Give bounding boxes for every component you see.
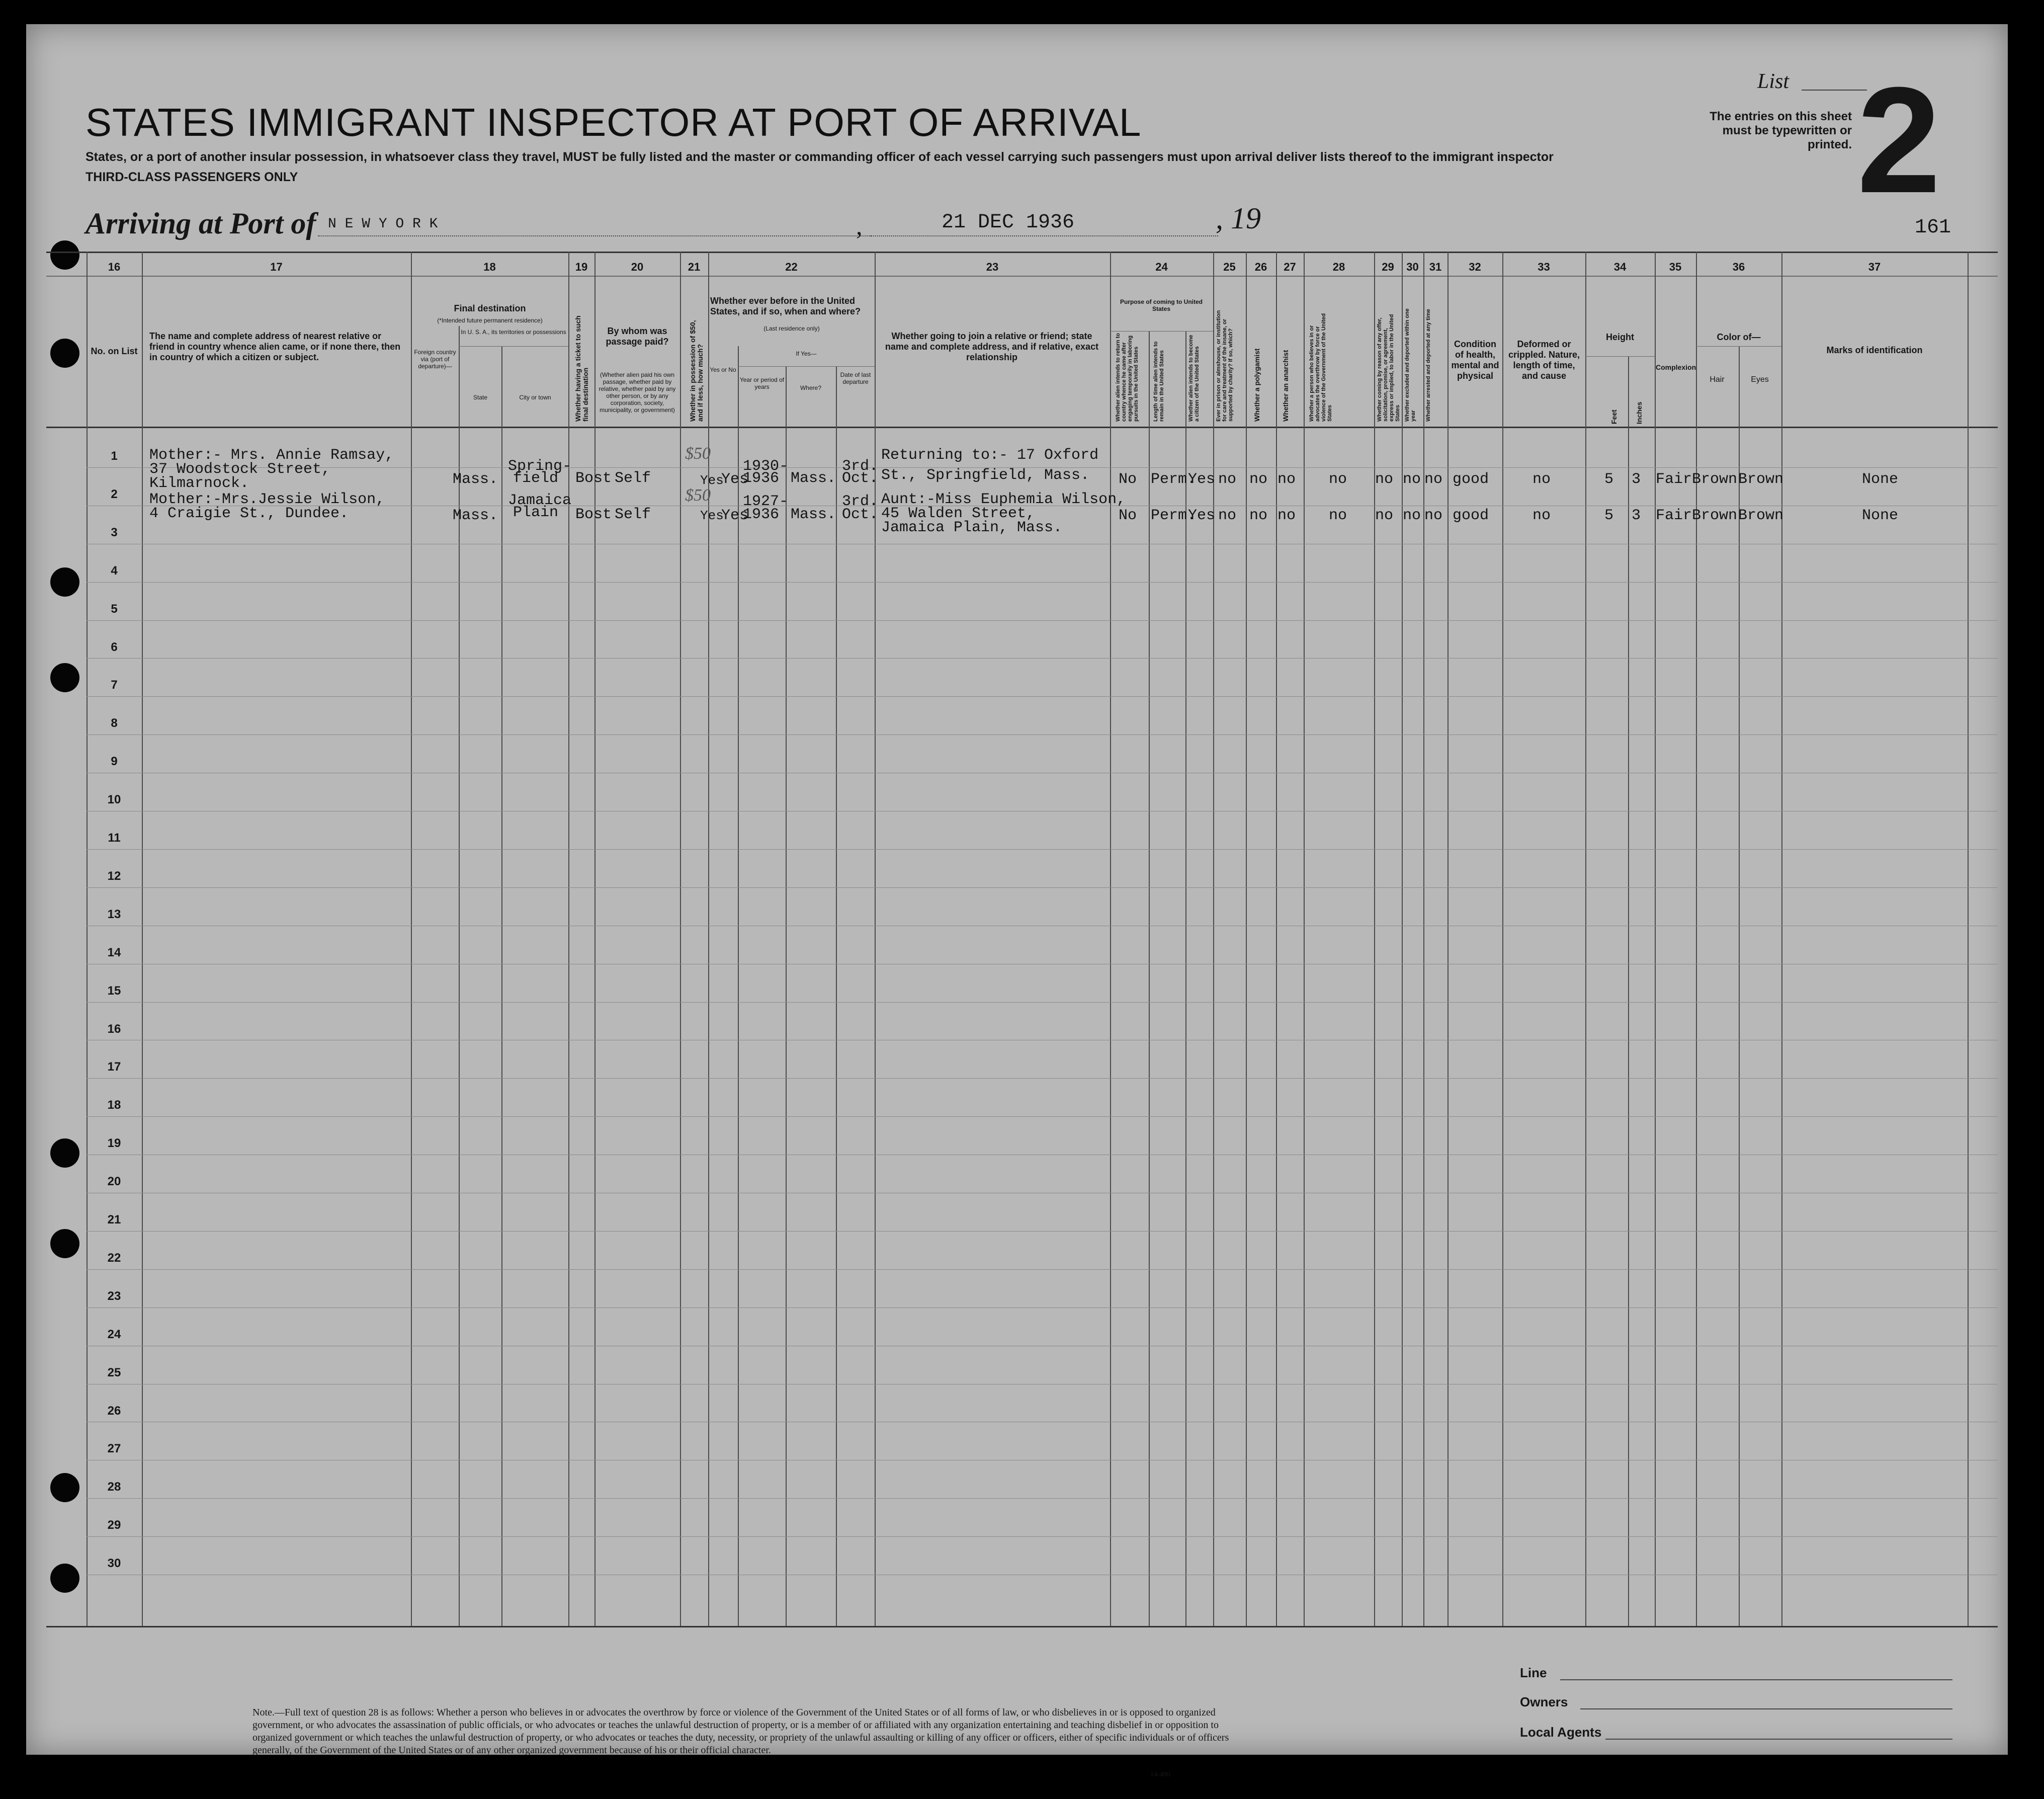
header-overthrow: Whether a person who believes in or advocates the overthrow by force or violence of the Government of the United States bbox=[1309, 313, 1333, 422]
subhead-rule bbox=[459, 346, 568, 347]
inches: 3 bbox=[1632, 471, 1641, 488]
years: 1927- bbox=[743, 493, 789, 510]
subhead-rule bbox=[738, 366, 875, 367]
join: 45 Walden Street, bbox=[881, 505, 1036, 522]
row-number: 1 bbox=[111, 449, 118, 463]
col-rule bbox=[1402, 252, 1403, 1626]
departure: Oct. bbox=[842, 506, 879, 523]
row-number: 12 bbox=[107, 869, 121, 883]
header-where: Where? bbox=[800, 384, 822, 391]
row-number: 28 bbox=[107, 1480, 121, 1494]
row-rule bbox=[87, 696, 1998, 697]
years: 1936 bbox=[743, 470, 780, 487]
header-anarchist: Whether an anarchist bbox=[1282, 350, 1290, 422]
footer-owners-label: Owners bbox=[1520, 1694, 1568, 1709]
comma: , bbox=[856, 212, 863, 240]
col-num: 30 bbox=[1406, 261, 1419, 273]
money-note: $50 bbox=[685, 486, 711, 505]
row-number: 30 bbox=[107, 1557, 121, 1571]
row-number: 2 bbox=[111, 487, 118, 501]
row-number: 3 bbox=[111, 525, 118, 539]
footer-agents-underline bbox=[1605, 1739, 1952, 1740]
hair: Brown bbox=[1692, 507, 1738, 524]
city: field bbox=[513, 470, 559, 487]
form-instructions: States, or a port of another insular possession, in whatsoever class they travel, MUST be fully listed and the master or commanding officer of each vessel carrying such passengers must upon arrival deliver lists thereof to the immigrant inspector bbox=[86, 150, 1554, 164]
column-number-rule bbox=[46, 276, 1998, 277]
col-rule bbox=[1304, 252, 1305, 1626]
col-rule bbox=[1739, 346, 1740, 1626]
punch-hole bbox=[50, 1229, 79, 1258]
port-value: N E W Y O R K bbox=[328, 216, 438, 232]
city: Spring- bbox=[508, 458, 572, 475]
row-number: 4 bbox=[111, 563, 118, 578]
row-number: 21 bbox=[107, 1213, 121, 1226]
col-num: 24 bbox=[1155, 261, 1168, 273]
row-number: 14 bbox=[107, 945, 121, 959]
city: Jamaica bbox=[508, 492, 572, 509]
list-number: 2 bbox=[1857, 55, 1941, 224]
relative-line: 4 Craigie St., Dundee. bbox=[149, 505, 349, 522]
col-rule bbox=[1423, 252, 1424, 1626]
row-rule bbox=[87, 620, 1998, 621]
row-rule bbox=[87, 1231, 1998, 1232]
header-ticket: Whether having a ticket to such final destination bbox=[574, 315, 589, 422]
col-rule bbox=[1447, 252, 1449, 1626]
row-number: 25 bbox=[107, 1365, 121, 1379]
col-rule bbox=[1696, 252, 1697, 1626]
col-num: 27 bbox=[1284, 261, 1296, 273]
footer-agents-label: Local Agents bbox=[1520, 1725, 1602, 1740]
col-rule bbox=[1110, 252, 1111, 1626]
header-bottom-border bbox=[46, 427, 1998, 428]
row-number: 5 bbox=[111, 602, 118, 616]
marks: None bbox=[1862, 507, 1899, 524]
header-purpose-length: Length of time alien intends to remain in the United States bbox=[1153, 341, 1165, 422]
header-last-residence: (Last residence only) bbox=[763, 325, 820, 332]
port-label: Arriving at Port of bbox=[86, 207, 316, 240]
row-rule bbox=[87, 582, 1998, 583]
row-rule bbox=[87, 1536, 1998, 1537]
header-if-yes: If Yes— bbox=[796, 350, 817, 357]
anarchist: no bbox=[1278, 507, 1296, 524]
health: good bbox=[1453, 471, 1489, 488]
departure: Oct. bbox=[842, 470, 879, 487]
col-rule bbox=[142, 252, 143, 1626]
hair: Brown bbox=[1692, 471, 1738, 488]
header-height: Height bbox=[1606, 332, 1634, 342]
header-passage-note: (Whether alien paid his own passage, whether paid by relative, whether paid by any other person, or by any corporation, society, municipality, or government) bbox=[599, 371, 676, 414]
question-28-note: Note.—Full text of question 28 is as follows: Whether a person who believes in or advocates the overthrow by force or violence of the Government of the United States or of all forms of law, or who disbelieves in or is opposed to organized government, or who advocates the assassination of public officials, or who advocates or teaches the unlawful destruction of property, or is a member of or affiliated with any organization entertaining and teaching disbelief in or opposition to organized government or which teaches the unlawful destruction of property, or who advocates or teaches the duty, necessity, or propriety of the unlawful assaulting or killing of any officer or officers, either of specific individuals or of officers generally, of the Government of the United States or of any other organized government because of his or their official character. bbox=[252, 1707, 1229, 1756]
col-rule bbox=[501, 346, 502, 1626]
row-rule bbox=[87, 849, 1998, 850]
row-number: 23 bbox=[107, 1289, 121, 1303]
money: Yes bbox=[700, 508, 724, 523]
before: Yes bbox=[721, 471, 749, 488]
overthrow: no bbox=[1329, 471, 1347, 488]
col-num: 19 bbox=[575, 261, 588, 273]
header-feet: Feet bbox=[1610, 410, 1618, 424]
col-rule bbox=[1502, 252, 1503, 1626]
row-number: 29 bbox=[107, 1518, 121, 1532]
col-rule bbox=[411, 252, 412, 1626]
list-label: List bbox=[1757, 70, 1790, 93]
eyes: Brown bbox=[1738, 507, 1784, 524]
where: Mass. bbox=[791, 470, 836, 487]
years: 1936 bbox=[743, 506, 780, 523]
col-rule bbox=[1655, 252, 1656, 1626]
row-rule bbox=[87, 1078, 1998, 1079]
col-rule bbox=[1213, 252, 1214, 1626]
subhead-rule bbox=[1585, 356, 1655, 357]
years: 1930- bbox=[743, 458, 789, 475]
header-purpose-citizen: Whether alien intends to become a citizen of the United States bbox=[1188, 335, 1200, 422]
col-rule bbox=[836, 366, 837, 1626]
header-polygamist: Whether a polygamist bbox=[1253, 348, 1261, 422]
eyes: Brown bbox=[1738, 471, 1784, 488]
col-num: 21 bbox=[688, 261, 701, 273]
col-rule bbox=[594, 252, 595, 1626]
col-num: 25 bbox=[1223, 261, 1236, 273]
departure: 3rd. bbox=[842, 458, 879, 475]
list-note: The entries on this sheet must be typewritten or printed. bbox=[1710, 110, 1852, 151]
row-number: 26 bbox=[107, 1404, 121, 1418]
col-num: 37 bbox=[1868, 261, 1881, 273]
join: Returning to:- 17 Oxford bbox=[881, 447, 1099, 464]
col-num: 31 bbox=[1429, 261, 1442, 273]
header-years: Year or period of years bbox=[739, 376, 785, 390]
punch-hole bbox=[50, 663, 79, 692]
row-number: 15 bbox=[107, 984, 121, 998]
row-number: 27 bbox=[107, 1442, 121, 1456]
state: Mass. bbox=[453, 471, 498, 488]
header-complexion: Complexion bbox=[1656, 363, 1696, 371]
col-rule bbox=[680, 252, 681, 1626]
page-number: 161 bbox=[1915, 216, 1951, 239]
footer-line-label: Line bbox=[1520, 1665, 1547, 1680]
money: Yes bbox=[700, 473, 724, 488]
header-prison: Ever in prison or almshouse, or institution for care and treatment of the insane, or supported by charity? If so, which? bbox=[1216, 310, 1234, 422]
date-stamp: 21 DEC 1936 bbox=[942, 211, 1075, 234]
year-label: , 19 bbox=[1216, 202, 1261, 235]
row-number: 22 bbox=[107, 1251, 121, 1265]
punch-hole bbox=[50, 1473, 79, 1502]
row-rule bbox=[87, 1307, 1998, 1308]
col-rule bbox=[1781, 252, 1782, 1626]
manifest-sheet bbox=[26, 24, 2008, 1778]
header-purpose-return: Whether alien intends to return to country whence he came after engaging temporarily in laboring pursuits in the United States bbox=[1115, 333, 1139, 422]
row-number: 18 bbox=[107, 1098, 121, 1112]
col-num: 20 bbox=[631, 261, 644, 273]
date-underline bbox=[871, 235, 1218, 236]
header-deported: Whether arrested and deported at any time bbox=[1425, 309, 1431, 422]
header-inches: Inches bbox=[1635, 401, 1643, 424]
row-number: 19 bbox=[107, 1136, 121, 1151]
polygamist: no bbox=[1249, 471, 1268, 488]
relative-line: Mother:- Mrs. Annie Ramsay, bbox=[149, 447, 394, 464]
return-intent: No bbox=[1119, 507, 1137, 524]
col-num: 34 bbox=[1613, 261, 1627, 273]
col-rule bbox=[1585, 252, 1586, 1626]
relative-line: 37 Woodstock Street, bbox=[149, 461, 331, 478]
excluded: no bbox=[1403, 507, 1421, 524]
deported: no bbox=[1424, 471, 1443, 488]
col-rule bbox=[1968, 252, 1969, 1626]
subhead-rule bbox=[1696, 346, 1781, 347]
header-color: Color of— bbox=[1717, 332, 1761, 342]
header-usa: In U. S. A., its territories or possessions bbox=[461, 329, 566, 336]
col-num: 36 bbox=[1732, 261, 1745, 273]
form-class-note: THIRD-CLASS PASSENGERS ONLY bbox=[86, 170, 298, 184]
row-number: 24 bbox=[107, 1327, 121, 1341]
row-rule bbox=[87, 1002, 1998, 1003]
join: Aunt:-Miss Euphemia Wilson, bbox=[881, 491, 1126, 508]
feet: 5 bbox=[1604, 507, 1614, 524]
subhead-rule bbox=[1110, 331, 1213, 332]
ticket: Bost bbox=[575, 506, 612, 523]
header-nearest-relative: The name and complete address of nearest relative or friend in country whence alien came, or if none there, then in country of which a citizen or subject. bbox=[149, 331, 401, 362]
header-deformed: Deformed or crippled. Nature, length of time, and cause bbox=[1508, 339, 1580, 381]
header-health: Condition of health, mental and physical bbox=[1451, 339, 1499, 381]
row-rule bbox=[87, 887, 1998, 888]
header-no-on-list: No. on List bbox=[91, 346, 138, 356]
row-rule bbox=[87, 1269, 1998, 1270]
labor: no bbox=[1375, 507, 1394, 524]
length: Perm. bbox=[1151, 471, 1197, 488]
relative-line: Mother:-Mrs.Jessie Wilson, bbox=[149, 491, 385, 508]
col-num: 23 bbox=[986, 261, 999, 273]
complexion: Fair bbox=[1656, 507, 1692, 524]
header-foreign-country: Foreign country via (port of departure)— bbox=[414, 349, 456, 370]
col-num: 16 bbox=[108, 261, 121, 273]
row-rule bbox=[87, 658, 1998, 659]
row-number: 9 bbox=[111, 755, 118, 769]
deformed: no bbox=[1532, 471, 1551, 488]
header-last-departure: Date of last departure bbox=[840, 371, 871, 385]
punch-hole bbox=[50, 567, 79, 597]
deformed: no bbox=[1532, 507, 1551, 524]
row-rule bbox=[87, 1116, 1998, 1117]
punch-hole bbox=[50, 1138, 79, 1168]
col-rule bbox=[1246, 252, 1247, 1626]
header-city: City or town bbox=[519, 394, 551, 401]
col-num: 17 bbox=[270, 261, 283, 273]
row-number: 20 bbox=[107, 1175, 121, 1189]
punch-hole bbox=[50, 1564, 79, 1593]
feet: 5 bbox=[1604, 471, 1614, 488]
labor: no bbox=[1375, 471, 1394, 488]
col-rule bbox=[1276, 252, 1277, 1626]
header-final-destination-note: (*Intended future permanent residence) bbox=[437, 317, 543, 324]
table-bottom-border bbox=[46, 1626, 1998, 1627]
marks: None bbox=[1862, 471, 1899, 488]
state: Mass. bbox=[453, 507, 498, 524]
where: Mass. bbox=[791, 506, 836, 523]
col-num: 22 bbox=[785, 261, 798, 273]
header-hair: Hair bbox=[1710, 375, 1725, 384]
col-num: 32 bbox=[1469, 261, 1481, 273]
form-title: STATES IMMIGRANT INSPECTOR AT PORT OF ARRIVAL bbox=[86, 100, 1142, 144]
join: Jamaica Plain, Mass. bbox=[881, 519, 1063, 536]
inches: 3 bbox=[1632, 507, 1641, 524]
col-rule bbox=[1628, 356, 1629, 1626]
row-number: 8 bbox=[111, 716, 118, 730]
header-passage-paid: By whom was passage paid? bbox=[606, 326, 669, 347]
row-number: 10 bbox=[107, 793, 121, 807]
header-join-relative: Whether going to join a relative or friend; state name and complete address, and if relative, exact relationship bbox=[885, 331, 1099, 362]
footer-line-underline bbox=[1560, 1679, 1952, 1680]
prison: no bbox=[1218, 507, 1237, 524]
paid-by: Self bbox=[615, 506, 651, 523]
col-rule bbox=[738, 346, 739, 1626]
col-num: 18 bbox=[483, 261, 496, 273]
anarchist: no bbox=[1278, 471, 1296, 488]
table-top-border bbox=[46, 252, 1998, 253]
col-rule bbox=[1185, 331, 1186, 1626]
row-rule bbox=[87, 734, 1998, 735]
header-eyes: Eyes bbox=[1751, 375, 1769, 384]
punch-hole bbox=[50, 339, 79, 368]
length: Perm. bbox=[1151, 507, 1197, 524]
complexion: Fair bbox=[1656, 471, 1692, 488]
col-num: 28 bbox=[1332, 261, 1345, 273]
col-rule bbox=[1149, 331, 1150, 1626]
row-number: 16 bbox=[107, 1022, 121, 1036]
row-number: 13 bbox=[107, 907, 121, 921]
row-number: 6 bbox=[111, 640, 118, 654]
citizen: Yes bbox=[1188, 471, 1216, 488]
footer-owners-underline bbox=[1580, 1708, 1952, 1709]
polygamist: no bbox=[1249, 507, 1268, 524]
col-rule bbox=[87, 252, 88, 1626]
excluded: no bbox=[1403, 471, 1421, 488]
paid-by: Self bbox=[615, 470, 651, 487]
row-number: 17 bbox=[107, 1060, 121, 1074]
header-purpose: Purpose of coming to United States bbox=[1120, 298, 1203, 312]
col-num: 29 bbox=[1382, 261, 1394, 273]
health: good bbox=[1453, 507, 1489, 524]
row-number: 11 bbox=[108, 831, 121, 845]
header-state: State bbox=[473, 394, 488, 401]
col-num: 26 bbox=[1254, 261, 1267, 273]
ticket: Bost bbox=[575, 470, 612, 487]
header-excluded: Whether excluded and deported within one year bbox=[1404, 308, 1416, 422]
col-rule bbox=[1374, 252, 1375, 1626]
punch-hole bbox=[50, 240, 79, 270]
return-intent: No bbox=[1119, 471, 1137, 488]
port-underline bbox=[318, 235, 871, 236]
header-labor: Whether coming by reason of any offer, solicitation, promise, or agreement, express or implied, to labor in the United States bbox=[1377, 314, 1401, 422]
header-fifty-dollars: Whether in possession of $50, and if less, how much? bbox=[689, 320, 704, 422]
relative-line: Kilmarnock. bbox=[149, 475, 249, 492]
col-rule bbox=[786, 366, 787, 1626]
before: Yes bbox=[721, 507, 749, 524]
departure: 3rd. bbox=[842, 493, 879, 510]
citizen: Yes bbox=[1188, 507, 1216, 524]
header-final-destination: Final destination bbox=[454, 303, 526, 313]
header-yes-no: Yes or No bbox=[710, 366, 736, 373]
form-code: 14-480 bbox=[1150, 1771, 1170, 1778]
join: St., Springfield, Mass. bbox=[881, 467, 1090, 484]
col-num: 35 bbox=[1669, 261, 1682, 273]
row-rule bbox=[87, 1498, 1998, 1499]
overthrow: no bbox=[1329, 507, 1347, 524]
row-number: 7 bbox=[111, 678, 118, 692]
prison: no bbox=[1218, 471, 1237, 488]
deported: no bbox=[1424, 507, 1443, 524]
city: Plain bbox=[513, 504, 559, 521]
header-before-in-us: Whether ever before in the United States, and if so, when and where? bbox=[710, 296, 861, 316]
header-marks: Marks of identification bbox=[1826, 345, 1923, 355]
col-num: 33 bbox=[1538, 261, 1550, 273]
money-note: $50 bbox=[685, 444, 711, 463]
